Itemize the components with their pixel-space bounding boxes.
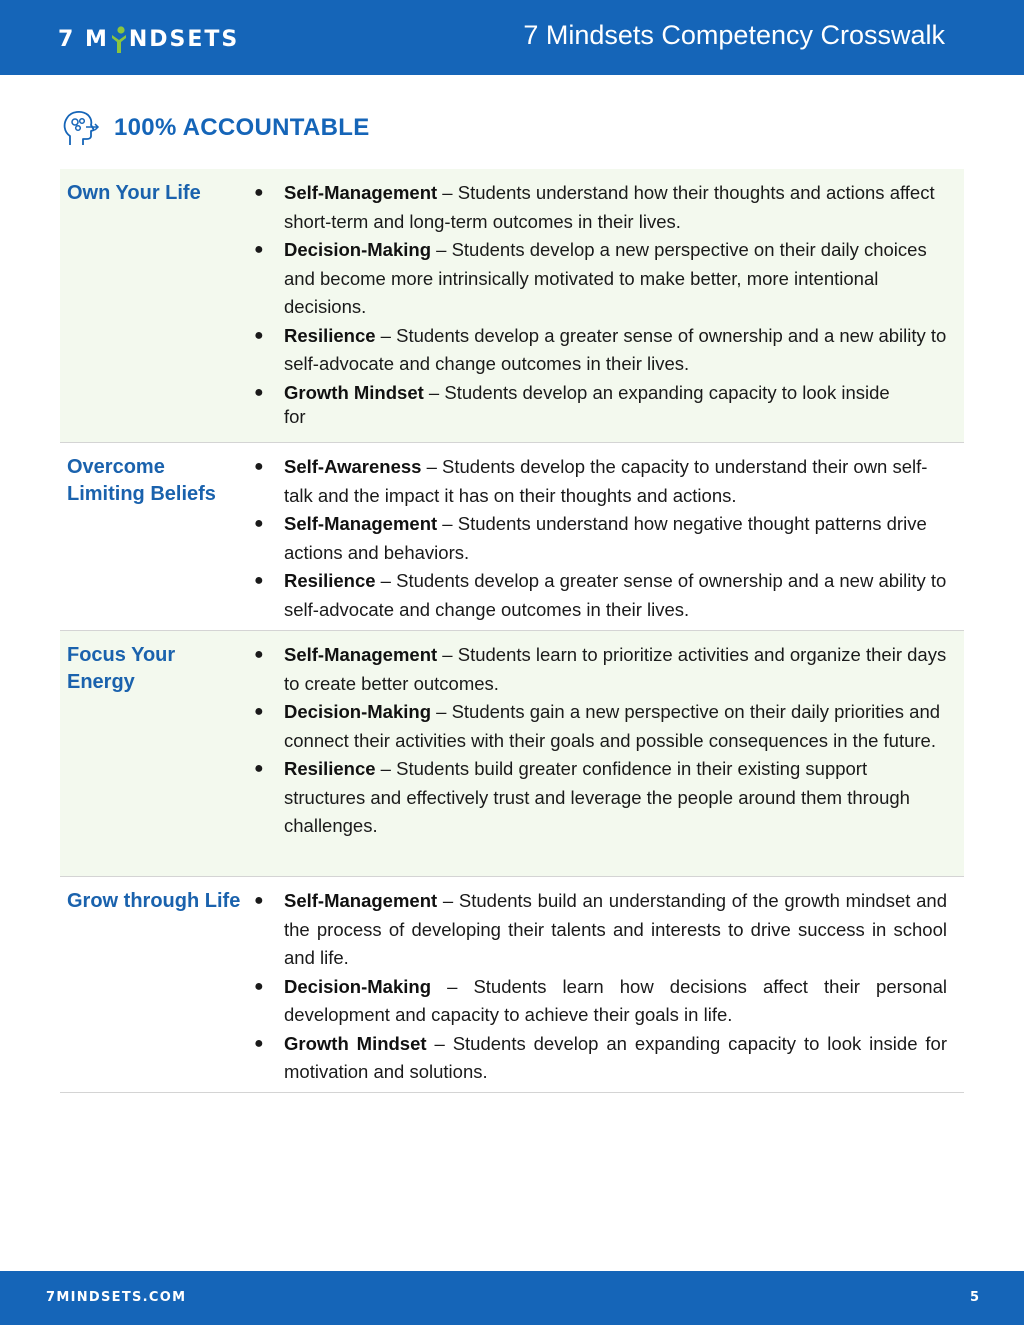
bullet-icon: ● (254, 572, 264, 589)
list-item (254, 179, 947, 236)
list-item (254, 236, 947, 322)
bullet-icon: ● (254, 646, 264, 663)
bullet-icon: ● (254, 184, 264, 201)
bullet-icon: ● (254, 383, 264, 401)
bullet-icon: ● (254, 458, 264, 475)
skill-description: – Students develop a new perspective on their daily choices and become more intrinsically motivated to make better, more intentional decisions. (284, 239, 927, 317)
list-item (254, 698, 947, 755)
table-row (60, 169, 964, 443)
brand-logo[interactable] (58, 24, 239, 54)
mindset-name: Focus Your Energy (67, 644, 176, 693)
list-item (254, 567, 947, 624)
page-number: 5 (969, 1290, 979, 1305)
bullet-icon: ● (254, 703, 264, 720)
skill-name: Resilience (284, 324, 376, 346)
table-row (60, 443, 964, 631)
skill-name: Decision-Making (284, 239, 431, 260)
skill-description: – Students develop an expanding capacity to look inside for motivation and solutions. (284, 1032, 947, 1082)
skill-name: Resilience (284, 758, 376, 779)
skill-name: Self-Management (284, 644, 438, 665)
skill-name: Self-Awareness (284, 456, 422, 477)
list-item (254, 1030, 947, 1087)
page-header (0, 0, 1024, 75)
skill-description: – Students understand how negative thought patterns drive actions and behaviors. (284, 513, 927, 563)
skill-description: – Students learn how decisions affect their personal development and capacity to achieve their goals in life. (284, 975, 947, 1025)
list-item (254, 379, 947, 408)
skill-description: – Students build greater confidence in their existing support structures and effectively trust and leverage the people around them through challenges. (284, 758, 910, 836)
competency-list (248, 169, 964, 442)
skill-description: – Students build an understanding of the growth mindset and the process of developing their talents and interests to drive success in school and life. (284, 890, 947, 968)
skill-description: – Students understand how their thoughts and actions affect short-term and long-term outcomes in their lives. (284, 182, 935, 232)
document-title: 7 Mindsets Competency Crosswalk (523, 20, 945, 50)
list-item (254, 973, 947, 1030)
bullet-icon: ● (254, 892, 264, 909)
table-row (60, 631, 964, 877)
skill-name: Self-Management (284, 890, 438, 911)
trailing-text: for (284, 406, 306, 427)
list-item (254, 322, 947, 379)
skill-description: – Students develop an expanding capacity to look inside (423, 381, 890, 403)
bullet-icon: ● (254, 977, 264, 995)
competency-list (248, 631, 964, 876)
skill-description: – Students develop a greater sense of ownership and a new ability to self-advocate and change outcomes in their lives. (284, 570, 947, 620)
mindset-name: Grow through Life (67, 890, 241, 912)
skill-name: Resilience (284, 570, 376, 591)
crosswalk-table (60, 169, 964, 1093)
page-footer (0, 1271, 1024, 1325)
skill-description: – Students develop a greater sense of ownership and a new ability to self-advocate and change outcomes in their lives. (284, 324, 947, 374)
logo-text-left: 7 M (58, 26, 109, 52)
skill-name: Growth Mindset (284, 381, 424, 403)
bullet-icon: ● (254, 241, 264, 258)
mindset-name: Own Your Life (67, 182, 201, 204)
skill-description: – Students learn to prioritize activities and organize their days to create better outcomes. (284, 644, 947, 694)
skill-name: Self-Management (284, 513, 438, 534)
list-item (254, 453, 947, 510)
list-item (254, 887, 947, 973)
section-heading (60, 106, 370, 150)
skill-name: Decision-Making (284, 975, 431, 997)
list-item (254, 641, 947, 698)
competency-list (248, 443, 964, 630)
logo-text-right: NDSETS (128, 26, 240, 52)
head-idea-icon (60, 108, 100, 148)
bullet-icon: ● (254, 760, 264, 777)
mindset-name: Overcome Limiting Beliefs (67, 456, 216, 505)
bullet-icon: ● (254, 1034, 264, 1052)
skill-name: Decision-Making (284, 701, 431, 722)
website-link[interactable]: 7MINDSETS.COM (46, 1290, 187, 1305)
skill-description: – Students gain a new perspective on their daily priorities and connect their activities with their goals and possible consequences in the future. (284, 701, 941, 751)
section-title: 100% ACCOUNTABLE (114, 114, 370, 141)
list-item (254, 510, 947, 567)
logo-figure-icon (110, 26, 128, 54)
skill-name: Growth Mindset (284, 1032, 427, 1054)
skill-name: Self-Management (284, 182, 438, 203)
competency-list (248, 877, 964, 1092)
bullet-icon: ● (254, 326, 264, 344)
list-item (254, 755, 947, 841)
skill-description: – Students develop the capacity to understand their own self-talk and the impact it has on their thoughts and actions. (284, 456, 928, 506)
table-row (60, 877, 964, 1093)
bullet-icon: ● (254, 515, 264, 532)
